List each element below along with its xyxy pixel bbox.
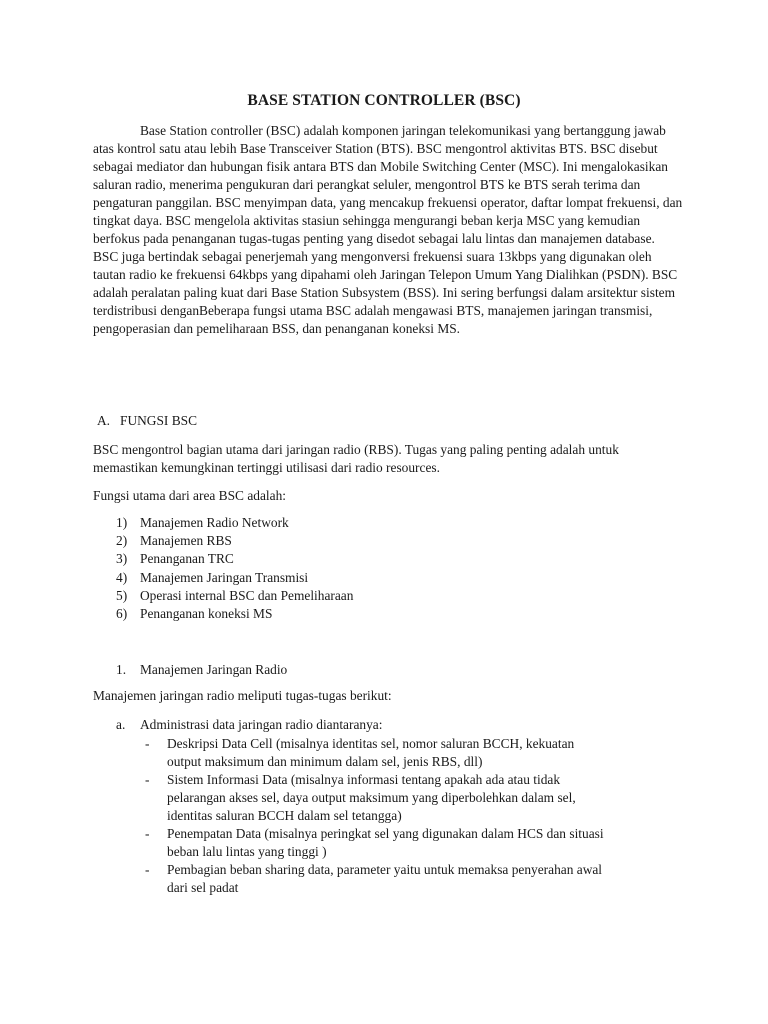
list-label: Manajemen Jaringan Transmisi (140, 569, 309, 585)
intro-line: manajemen database. BSC juga bertindak sebagai penerjemah yang mengonversi frekuensi (93, 231, 655, 264)
alpha-item-administrasi (116, 716, 382, 734)
intro-line: Mobile Switching Center (MSC). Ini mengalokasikan saluran radio, menerima pengukuran (93, 159, 668, 192)
list-number: 4) (116, 569, 128, 585)
dash-line: pelarangan akses sel, daya output maksimum yang diperbolehkan dalam sel, (167, 790, 576, 805)
para-line: BSC mengontrol bagian utama dari jaringan radio (RBS). Tugas yang paling penting adalah (93, 442, 586, 457)
dash-list (145, 735, 675, 897)
dash-line: dari sel padat (167, 880, 239, 895)
list-item (116, 514, 353, 532)
dash-line: output maksimum dan minimum dalam sel, jenis RBS, dll) (167, 754, 483, 769)
dash-marker: - (145, 772, 150, 787)
dash-marker: - (145, 826, 150, 841)
dash-line: identitas saluran BCCH dalam sel tetangga) (167, 808, 402, 823)
list-item (116, 569, 353, 587)
dash-line: Sistem Informasi Data (misalnya informasi tentang apakah ada atau tidak (167, 772, 561, 787)
dash-line: beban lalu lintas yang tinggi ) (167, 844, 327, 859)
section-heading-fungsi-bsc (97, 412, 197, 430)
list-item (116, 587, 353, 605)
intro-line: Base Station controller (BSC) adalah komponen jaringan telekomunikasi yang (140, 123, 561, 138)
intro-line: bertanggung jawab atas kontrol satu atau lebih Base Transceiver Station (BTS). BSC (93, 123, 666, 156)
functions-list (116, 514, 353, 623)
list-number: 6) (116, 605, 128, 621)
paragraph-rbs (93, 441, 683, 477)
dash-list-item (145, 771, 675, 825)
dash-marker: - (145, 736, 150, 751)
list-item (116, 532, 353, 550)
dash-list-item (145, 825, 675, 861)
intro-line: dari perangkat seluler, mengontrol BTS ke BTS serah terima dan pengaturan panggilan. BSC (93, 177, 641, 210)
para-line: untuk memastikan kemungkinan tertinggi utilisasi dari radio resources. (93, 442, 619, 475)
section-marker: A. (97, 413, 111, 428)
subheading-manajemen-jaringan-radio (116, 661, 287, 679)
subheading-label: Manajemen Jaringan Radio (140, 662, 288, 677)
paragraph-fungsi-utama: Fungsi utama dari area BSC adalah: (93, 488, 287, 503)
alpha-marker: a. (116, 717, 126, 732)
list-number: 5) (116, 587, 128, 603)
intro-line: denganBeberapa fungsi utama BSC adalah mengawasi BTS, manajemen jaringan transmisi, (160, 303, 653, 318)
list-label: Penanganan TRC (140, 551, 234, 567)
list-label: Penanganan koneksi MS (140, 605, 273, 621)
intro-line: mengontrol aktivitas BTS. BSC disebut sebagai mediator dan hubungan fisik antara BTS dan (93, 141, 658, 174)
paragraph-tugas: Manajemen jaringan radio meliputi tugas-tugas berikut: (93, 688, 392, 703)
dash-line: Penempatan Data (misalnya peringkat sel yang digunakan dalam HCS dan situasi (167, 826, 604, 841)
list-label: Manajemen RBS (140, 533, 232, 549)
list-item (116, 550, 353, 568)
intro-line: kemudian berfokus pada penanganan tugas-tugas penting yang disedot sebagai lalu lintas dan (93, 213, 641, 246)
intro-line: daya. BSC mengelola aktivitas stasiun sehingga mengurangi beban kerja MSC yang (133, 213, 584, 228)
list-number: 3) (116, 551, 128, 567)
intro-line: menyimpan data, yang mencakup frekuensi operator, daftar lompat frekuensi, dan tingkat (93, 195, 683, 228)
subheading-number: 1. (116, 662, 127, 677)
section-label: FUNGSI BSC (120, 413, 198, 428)
alpha-label: Administrasi data jaringan radio diantaranya: (140, 717, 383, 732)
intro-paragraph (93, 122, 683, 338)
list-number: 1) (116, 515, 128, 530)
list-item (116, 605, 353, 623)
dash-line: Deskripsi Data Cell (misalnya identitas sel, nomor saluran BCCH, kekuatan (167, 736, 575, 751)
list-number: 2) (116, 533, 128, 549)
intro-line: suara 13kbps yang digunakan oleh tautan radio ke frekuensi 64kbps yang dipahami oleh (93, 249, 652, 282)
dash-marker: - (145, 862, 150, 877)
list-label: Manajemen Radio Network (140, 515, 289, 530)
dash-list-item (145, 735, 675, 771)
intro-line: Jaringan Telepon Umum Yang Dialihkan (PSDN). BSC adalah peralatan paling kuat dari (93, 267, 678, 300)
list-label: Operasi internal BSC dan Pemeliharaan (140, 587, 354, 603)
dash-list-item (145, 861, 675, 897)
intro-line: Base Station Subsystem (BSS). Ini sering berfungsi dalam arsitektur sistem terdistribusi (93, 285, 676, 318)
dash-line: Pembagian beban sharing data, parameter yaitu untuk memaksa penyerahan awal (167, 862, 603, 877)
page-title: BASE STATION CONTROLLER (BSC) (247, 92, 521, 109)
intro-line: pengoperasian dan pemeliharaan BSS, dan penanganan koneksi MS. (93, 321, 461, 336)
